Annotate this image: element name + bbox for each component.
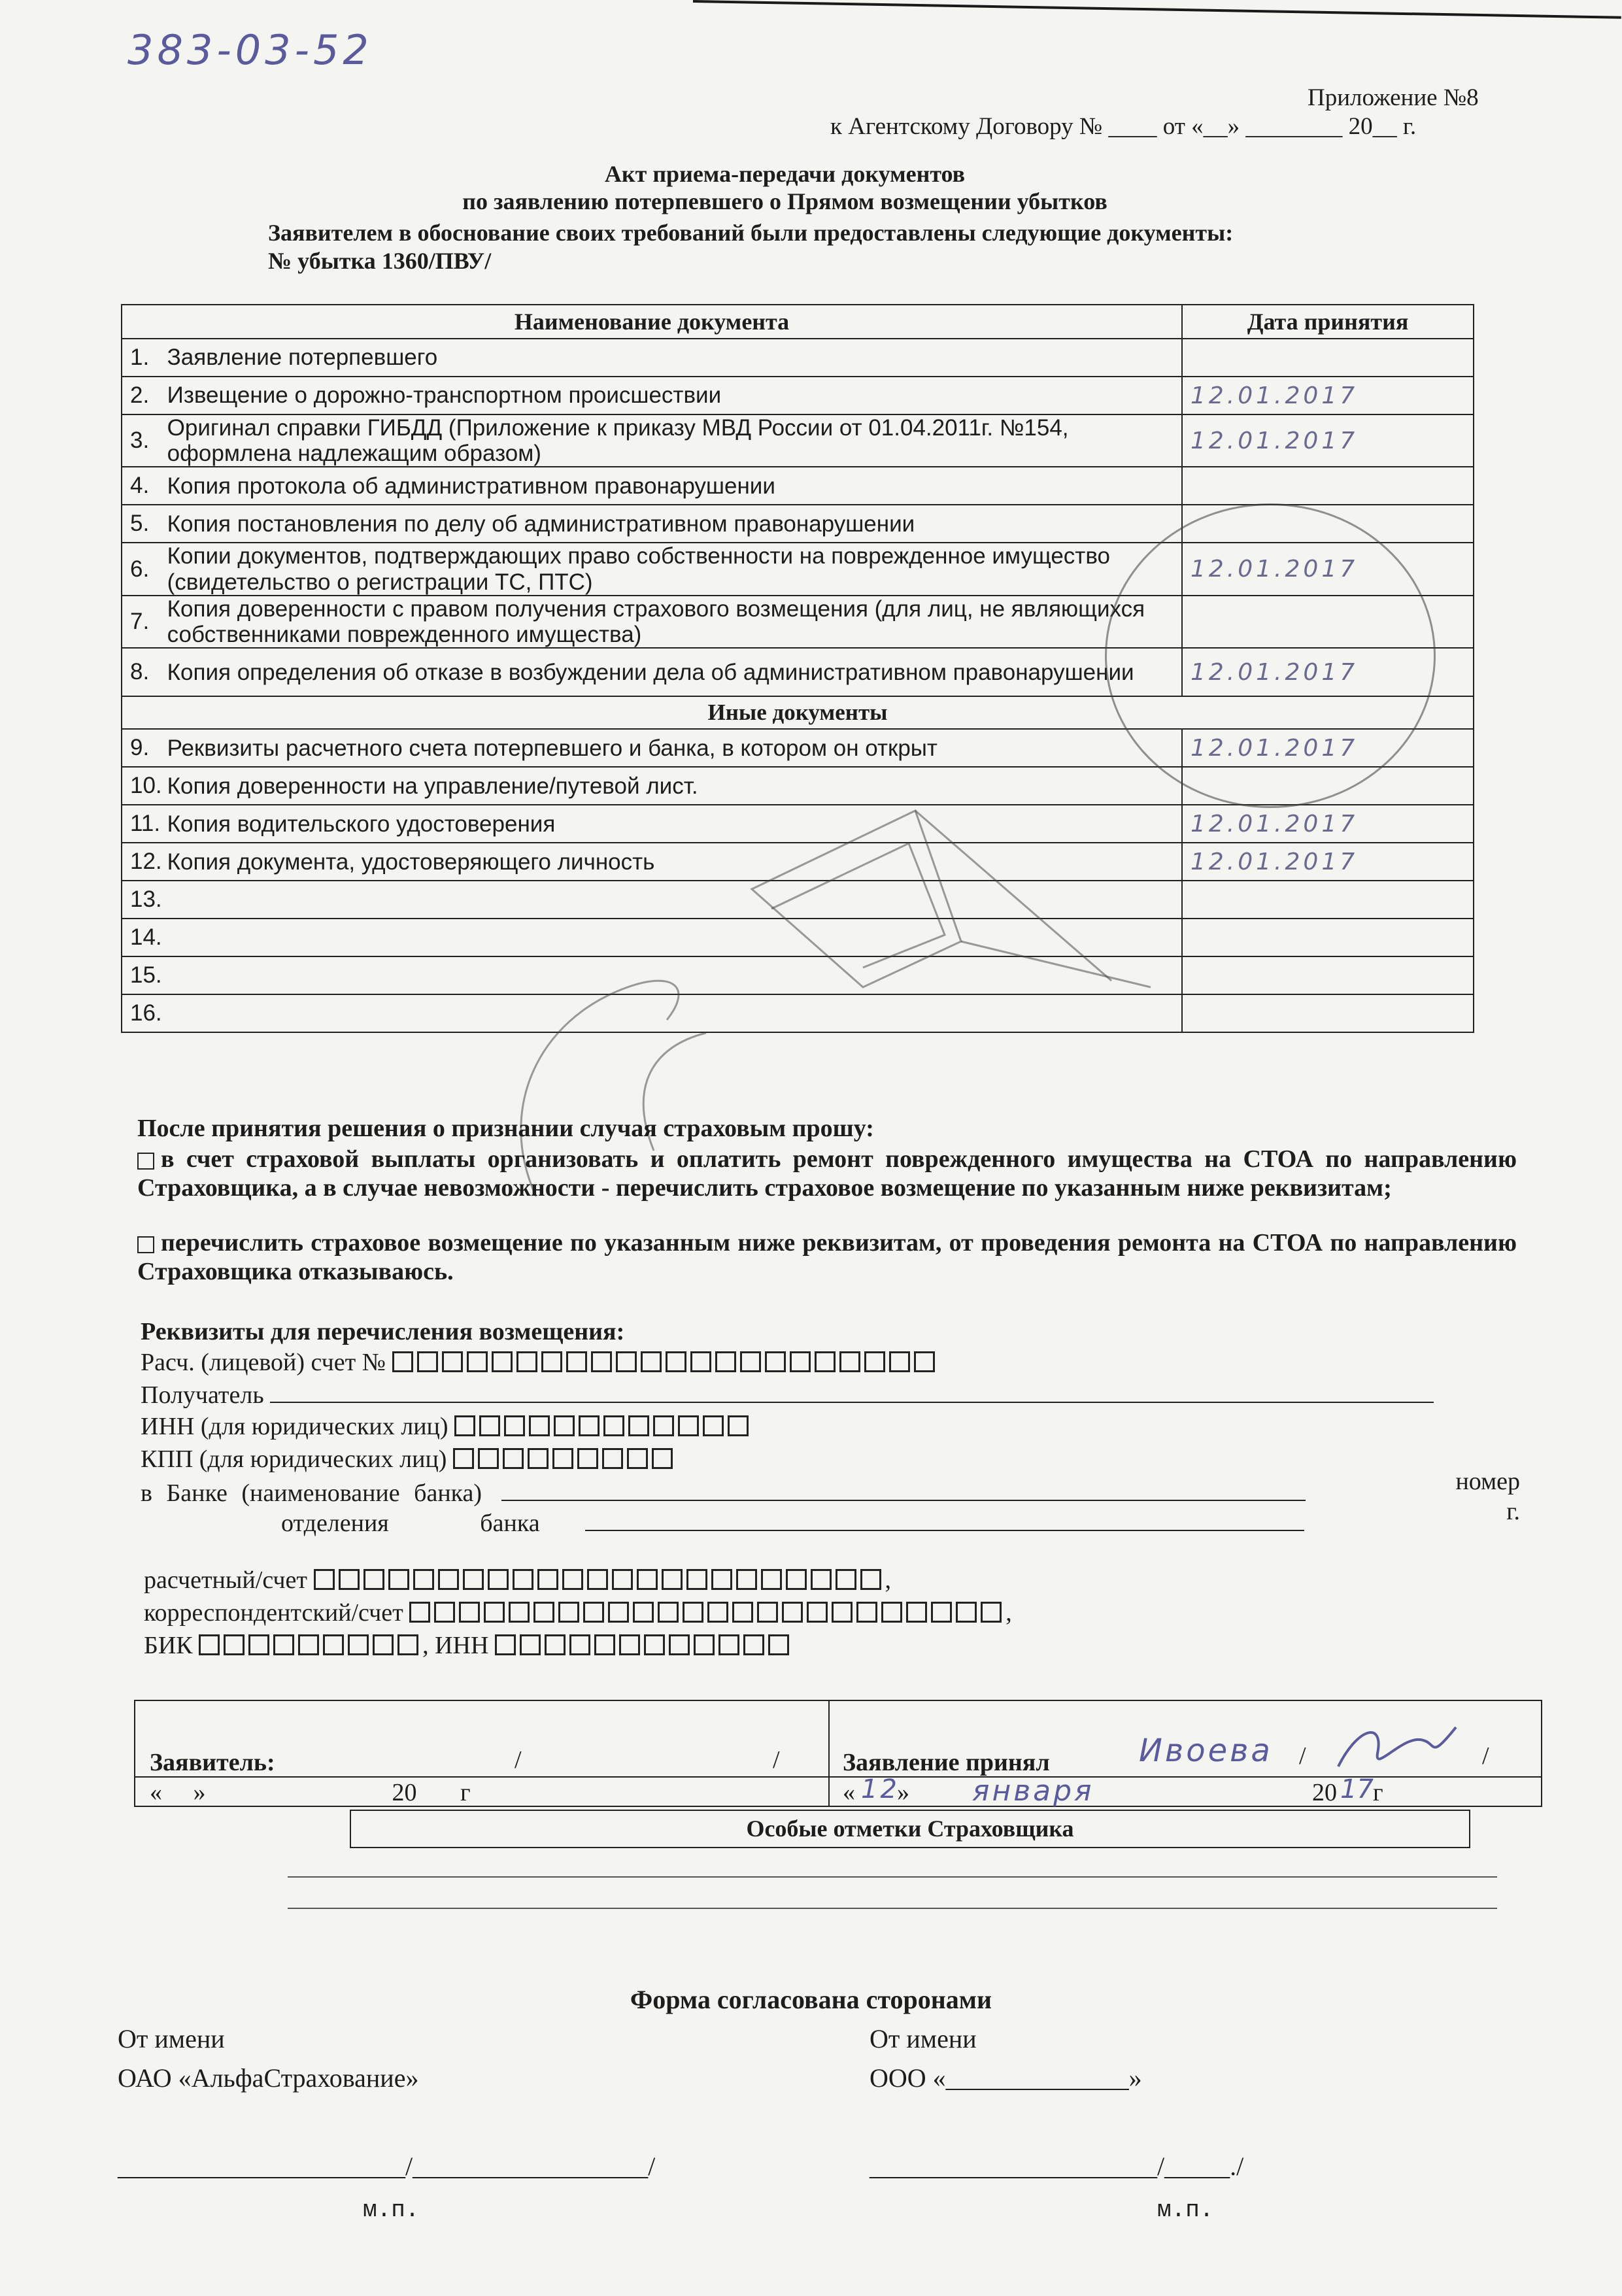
bank-field[interactable]: [501, 1500, 1306, 1501]
number-label: номер: [1455, 1468, 1520, 1495]
inn-row: [141, 1412, 752, 1443]
row-num: 1.: [122, 339, 162, 377]
row-name: Копия постановления по делу об административном правонарушении: [162, 505, 1182, 543]
decision-option-2: [137, 1229, 1517, 1286]
kpp-row: [141, 1445, 677, 1476]
row-date: [1182, 339, 1474, 377]
row-num: 11.: [122, 805, 162, 843]
title-line-1: Акт приема-передачи документов: [604, 161, 966, 187]
left-org: ОАО «АльфаСтрахование»: [118, 2063, 419, 2093]
scan-edge-line: [693, 0, 1621, 19]
accepted-year-suffix: 17: [1340, 1774, 1374, 1804]
branch-label: отделения: [281, 1510, 389, 1537]
stamp-circle: [1105, 503, 1436, 808]
accepted-month: января: [972, 1774, 1094, 1808]
row-name: Копия водительского удостоверения: [162, 805, 1182, 843]
signature-divider: [828, 1701, 830, 1806]
row-name: Копия определения об отказе в возбуждении дела об административном правонарушении: [162, 648, 1182, 696]
section-other-documents: Иные документы: [122, 696, 1474, 729]
row-date: [1182, 919, 1474, 956]
signature-hline: [135, 1776, 1541, 1778]
inn-label: ИНН (для юридических лиц): [141, 1413, 448, 1440]
recipient-field[interactable]: [270, 1402, 1434, 1403]
stamp-line-2: [961, 941, 1151, 987]
row-date: [1182, 467, 1474, 505]
row-num: 13.: [122, 881, 162, 919]
decision-option-1: [137, 1145, 1517, 1202]
row-date: 12.01.2017: [1182, 543, 1474, 595]
row-name: Извещение о дорожно-транспортном происшествии: [162, 377, 1182, 414]
left-signature-line: ______________________/__________________/: [118, 2152, 656, 2181]
row-date: 12.01.2017: [1182, 648, 1474, 696]
table-row: [122, 339, 1474, 377]
corr-boxes[interactable]: [409, 1600, 1005, 1629]
row-date: 12.01.2017: [1182, 377, 1474, 414]
row-num: 4.: [122, 467, 162, 505]
signature-stroke: [1338, 1727, 1456, 1766]
header-date-accepted: Дата принятия: [1182, 305, 1474, 339]
accepted-slash-1: /: [1299, 1742, 1306, 1770]
right-from: От имени: [870, 2024, 977, 2053]
row-num: 14.: [122, 919, 162, 956]
accepted-year-prefix: 20: [1312, 1779, 1337, 1806]
row-num: 9.: [122, 729, 162, 767]
kpp-boxes[interactable]: [453, 1447, 677, 1476]
table-row: [122, 377, 1474, 414]
settlement-boxes[interactable]: [314, 1568, 885, 1596]
row-name: Оригинал справки ГИБДД (Приложение к приказу МВД России от 01.04.2011г. №154, оформлена надлежащим образом): [162, 414, 1182, 467]
table-header: [122, 305, 1474, 339]
table-row: [122, 414, 1474, 467]
accepted-name: Ивоева: [1139, 1732, 1273, 1769]
row-name: Копия доверенности с правом получения страхового возмещения (для лиц, не являющихся собственниками поврежденного имущества): [162, 596, 1182, 648]
document-title: [0, 160, 1622, 215]
row-date: 12.01.2017: [1182, 805, 1474, 843]
city-label: г.: [1506, 1498, 1520, 1525]
row-num: 6.: [122, 543, 162, 595]
title-line-2: по заявлению потерпевшего о Прямом возмещении убытков: [462, 188, 1107, 214]
row-date: [1182, 956, 1474, 994]
table-row: [122, 467, 1474, 505]
inn2-boxes[interactable]: [495, 1633, 793, 1662]
account-row: [141, 1348, 939, 1379]
bik-label: БИК: [144, 1632, 193, 1659]
corr-label: корреспондентский/счет: [144, 1599, 403, 1627]
row-name: Заявление потерпевшего: [162, 339, 1182, 377]
row-date: 12.01.2017: [1182, 843, 1474, 881]
accepted-slash-2: /: [1482, 1742, 1489, 1770]
applicant-date: « » 20 г: [150, 1779, 471, 1806]
row-name: Копии документов, подтверждающих право собственности на поврежденное имущество (свидетельство о регистрации ТС, ПТС): [162, 543, 1182, 595]
form-agreed: Форма согласована сторонами: [630, 1985, 992, 2014]
accepted-date-close: »: [897, 1779, 909, 1806]
appendix-number: Приложение №8: [1308, 84, 1479, 111]
option-1-checkbox[interactable]: [137, 1153, 154, 1170]
requisites-title: Реквизиты для перечисления возмещения:: [141, 1318, 625, 1345]
recipient-label: Получатель: [141, 1381, 264, 1409]
row-num: 7.: [122, 596, 162, 648]
row-date: [1182, 994, 1474, 1032]
inn-boxes[interactable]: [454, 1414, 752, 1443]
right-org: ООО «______________»: [870, 2063, 1142, 2093]
settlement-label: расчетный/счет: [144, 1566, 308, 1594]
account-label: Расч. (лицевой) счет №: [141, 1349, 386, 1376]
bik-boxes[interactable]: [199, 1633, 422, 1662]
accepted-year-g: г: [1373, 1779, 1383, 1806]
row-date: 12.01.2017: [1182, 729, 1474, 767]
right-seal-place: м.п.: [1157, 2197, 1214, 2223]
appendix-contract: к Агентскому Договору № ____ от «__» ________ 20__ г.: [830, 113, 1417, 140]
title-line-3: Заявителем в обоснование своих требований были предоставлены следующие документы:: [268, 220, 1234, 246]
left-seal-place: м.п.: [363, 2197, 420, 2223]
row-num: 2.: [122, 377, 162, 414]
kpp-label: КПП (для юридических лиц): [141, 1445, 447, 1473]
inn2-label: , ИНН: [422, 1632, 489, 1659]
special-marks-box: Особые отметки Страховщика: [350, 1810, 1470, 1848]
option-2-text: перечислить страховое возмещение по указанным ниже реквизитам, от проведения ремонта на СТОА по направлению Страховщика отказываюсь.: [137, 1229, 1517, 1285]
account-boxes[interactable]: [392, 1350, 939, 1379]
option-1-text: в счет страховой выплаты организовать и оплатить ремонт поврежденного имущества на СТОА по направлению Страховщика, а в случае невозможности - перечислить страховое возмещение по указанным ниже реквизитам;: [137, 1145, 1517, 1202]
right-signature-line: ______________________/_____./: [870, 2152, 1244, 2181]
accepted-signature: [1332, 1714, 1462, 1780]
row-num: 3.: [122, 414, 162, 467]
applicant-slash-2: /: [773, 1746, 780, 1774]
bank-row: [141, 1468, 1520, 1508]
header-document-name: Наименование документа: [122, 305, 1182, 339]
corr-row: корреспондентский/счет ,: [144, 1598, 1012, 1629]
bik-row: [144, 1631, 793, 1662]
row-date: 12.01.2017: [1182, 414, 1474, 467]
row-num: 12.: [122, 843, 162, 881]
bank-word: банка: [480, 1510, 540, 1537]
special-marks-line-2: [288, 1908, 1497, 1909]
special-marks-line-1: [288, 1876, 1497, 1878]
row-name: Копия доверенности на управление/путевой лист.: [162, 767, 1182, 805]
row-name: Реквизиты расчетного счета потерпевшего и банка, в котором он открыт: [162, 729, 1182, 767]
accepted-day: 12: [861, 1774, 900, 1804]
settlement-row: расчетный/счет ,: [144, 1566, 891, 1596]
accepted-label: Заявление принял: [843, 1749, 1050, 1776]
branch-row: [281, 1498, 1520, 1538]
claim-number: № убытка 1360/ПВУ/: [268, 248, 492, 274]
branch-field[interactable]: [585, 1530, 1304, 1531]
row-date: [1182, 881, 1474, 919]
applicant-slash-1: /: [515, 1746, 522, 1774]
decision-intro: После принятия решения о признании случая страховым прошу:: [137, 1115, 874, 1142]
bank-label: в Банке (наименование банка): [141, 1479, 482, 1507]
left-from: От имени: [118, 2024, 225, 2053]
recipient-row: [141, 1381, 1487, 1410]
stamp-shape-inner: [771, 843, 945, 968]
row-num: 15.: [122, 956, 162, 994]
row-name: Копия документа, удостоверяющего личность: [162, 843, 1182, 881]
applicant-label: Заявитель:: [150, 1749, 275, 1776]
row-name: Копия протокола об административном правонарушении: [162, 467, 1182, 505]
option-2-checkbox[interactable]: [137, 1236, 154, 1253]
row-num: 10.: [122, 767, 162, 805]
row-num: 8.: [122, 648, 162, 696]
handwritten-number: 383-03-52: [127, 26, 373, 74]
signature-block: [134, 1700, 1542, 1807]
row-num: 5.: [122, 505, 162, 543]
row-num: 16.: [122, 994, 162, 1032]
accepted-date-open: «: [843, 1779, 855, 1806]
